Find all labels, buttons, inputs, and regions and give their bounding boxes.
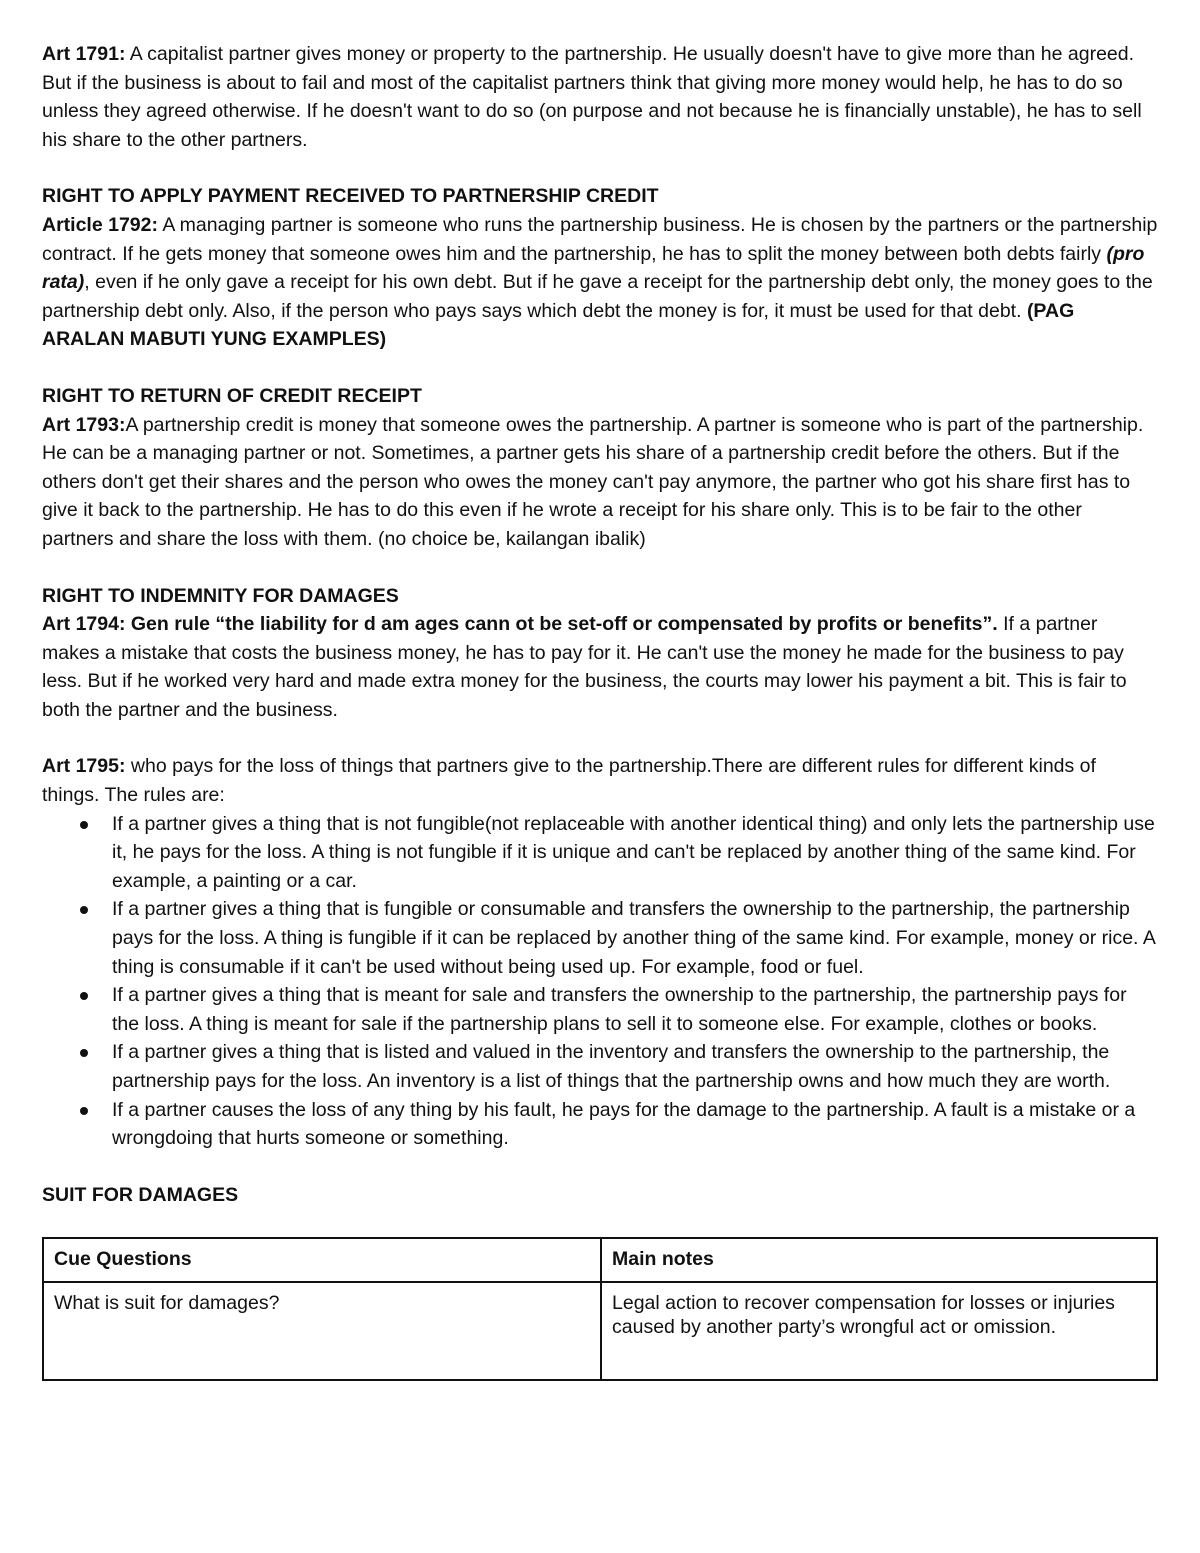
list-item [112, 981, 1158, 1038]
art-1794-heading: RIGHT TO INDEMNITY FOR DAMAGES [42, 584, 399, 607]
list-item [112, 1038, 1158, 1095]
art-1795-text: who pays for the loss of things that partners give to the partnership.There are different rules for different kinds of things. The rules are: [42, 755, 1096, 807]
art-1792-paragraph [42, 211, 1158, 354]
table-cell-question: What is suit for damages? [43, 1282, 601, 1380]
art-1792-text-1: A managing partner is someone who runs the partnership business. He is chosen by the partners or the partnership contract. If he gets money that someone owes him and the partnership, he has to split the money between both debts fairly [42, 213, 1158, 265]
art-1792-heading: RIGHT TO APPLY PAYMENT RECEIVED TO PARTNERSHIP CREDIT [42, 185, 659, 208]
suit-heading: SUIT FOR DAMAGES [42, 1183, 239, 1206]
cue-notes-table [42, 1237, 1158, 1381]
art-1792-section [42, 182, 1158, 354]
art-1792-text-2: , even if he only gave a receipt for his own debt. But if he gave a receipt for the partnership debt only, the money goes to the partnership debt only. Also, if the person who pays says which debt the money is for, it must be used for that debt. [42, 271, 1153, 322]
art-1793-heading: RIGHT TO RETURN OF CREDIT RECEIPT [42, 384, 422, 407]
rule-text: If a partner gives a thing that is fungible or consumable and transfers the ownership to the partnership, the partnership pays for the loss. A thing is fungible if it can be replaced by another thing of the same kind. For example, money or rice. A thing is consumable if it can't be used without being used up. For example, food or fuel. [112, 898, 1155, 978]
list-item [112, 810, 1158, 896]
bullet-icon [80, 906, 88, 914]
art-1793-paragraph [42, 411, 1158, 554]
table-cell-note: Legal action to recover compensation for losses or injuries caused by another party’s wrongful act or omission. [601, 1282, 1157, 1380]
rule-text: If a partner gives a thing that is meant for sale and transfers the ownership to the partnership, the partnership pays for the loss. A thing is meant for sale if the partnership plans to sell it to someone else. For example, clothes or books. [112, 984, 1127, 1035]
art-1792-label: Article 1792: [42, 213, 158, 236]
art-1792-note: (PAG ARALAN MABUTI YUNG EXAMPLES) [42, 299, 1075, 351]
bullet-icon [80, 821, 88, 829]
list-item [112, 1096, 1158, 1153]
rule-text: If a partner gives a thing that is listed and valued in the inventory and transfers the ownership to the partnership, the partnership pays for the loss. An inventory is a list of things that the partnership owns and how much they are worth. [112, 1041, 1111, 1092]
art-1791-label: Art 1791: [42, 43, 126, 65]
art-1791-paragraph [42, 40, 1158, 154]
table-header-row [43, 1238, 1157, 1282]
art-1794-text: If a partner makes a mistake that costs the business money, he has to pay for it. He can't use the money he made for the business to pay less. But if he worked very hard and made extra money for the business, the courts may lower his payment a bit. This is fair to both the partner and the business. [42, 613, 1127, 721]
art-1795-label: Art 1795: [42, 755, 126, 778]
bullet-icon [80, 1049, 88, 1057]
table-header-cue: Cue Questions [43, 1238, 601, 1282]
art-1793-text: A partnership credit is money that someone owes the partnership. A partner is someone who is part of the partnership. He can be a managing partner or not. Sometimes, a partner gets his share of a partnership credit before the others. But if the others don't get their shares and the person who owes the money can't pay anymore, the partner who got his share first has to give it back to the partnership. He has to do this even if he wrote a receipt for his share only. This is to be fair to the other partners and share the loss with them. (no choice be, kailangan ibalik) [42, 413, 1144, 550]
rule-text: If a partner causes the loss of any thing by his fault, he pays for the damage to the partnership. A fault is a mistake or a wrongdoing that hurts someone or something. [112, 1098, 1136, 1150]
table-row [43, 1282, 1157, 1380]
suit-section [42, 1181, 1158, 1382]
bullet-icon [80, 992, 88, 1000]
art-1795-rules-list [42, 810, 1158, 1153]
art-1791-text: A capitalist partner gives money or property to the partnership. He usually doesn't have to give more than he agreed. But if the business is about to fail and most of the capitalist partners think that giving more money would help, he has to do so unless they agreed otherwise. If he doesn't want to do so (on purpose and not because he is financially unstable), he has to sell his share to the other partners. [42, 43, 1142, 151]
table-header-notes: Main notes [601, 1238, 1157, 1282]
rule-text: If a partner gives a thing that is not fungible(not replaceable with another identical thing) and only lets the partnership use it, he pays for the loss. A thing is not fungible if it is unique and can't be replaced by another thing of the same kind. For example, a painting or a car. [112, 812, 1155, 892]
art-1794-section [42, 582, 1158, 725]
art-1793-section [42, 382, 1158, 554]
bullet-icon [80, 1107, 88, 1115]
art-1792-emphasis: (pro rata) [42, 242, 1145, 294]
art-1795-paragraph [42, 752, 1158, 809]
list-item [112, 895, 1158, 981]
art-1793-label: Art 1793: [42, 413, 126, 436]
art-1795-section [42, 752, 1158, 1152]
art-1794-label: Art 1794: Gen rule “the liability for d am ages cann ot be set-off or compensated by profits or benefits”. [42, 613, 998, 636]
art-1794-paragraph [42, 610, 1158, 724]
